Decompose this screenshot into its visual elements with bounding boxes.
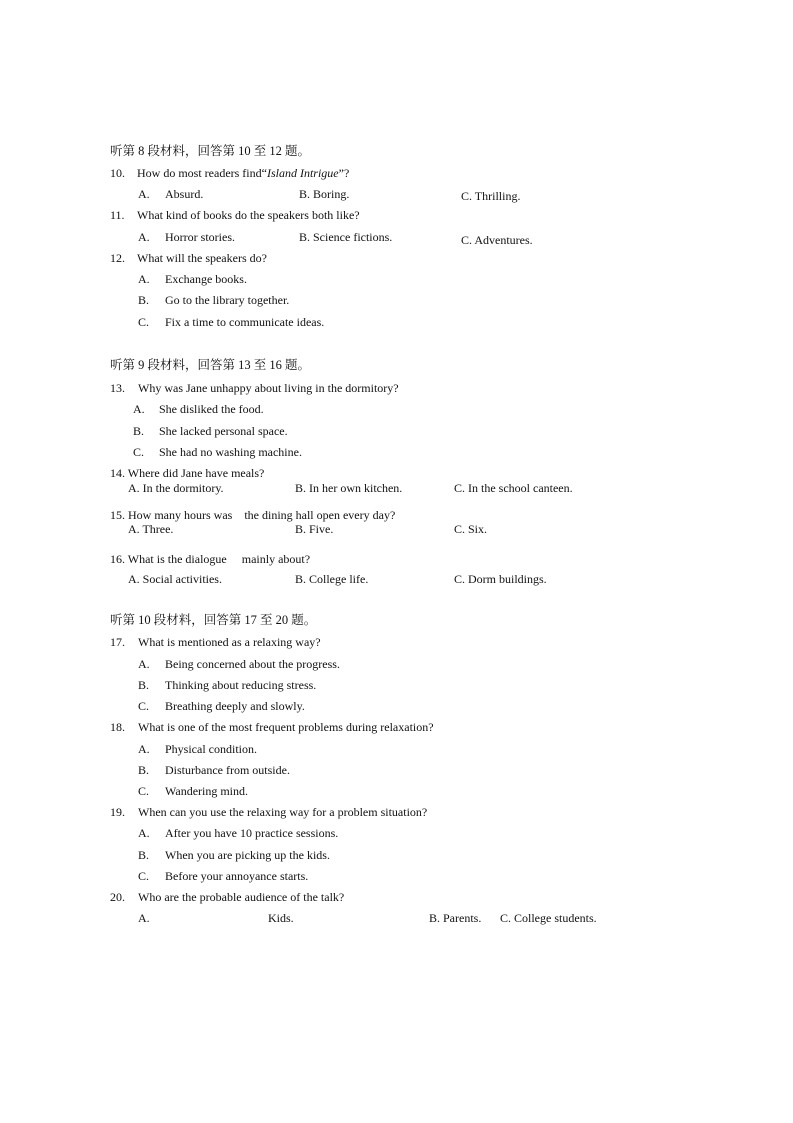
q20-text: Who are the probable audience of the talk? xyxy=(138,890,345,904)
q14-option-b[interactable]: B. In her own kitchen. xyxy=(295,481,403,495)
q16-text: 16. What is the dialogue mainly about? xyxy=(110,552,311,566)
q10-number: 10. xyxy=(110,166,125,180)
q13-option-c-letter[interactable]: C. xyxy=(133,445,145,459)
q17-option-b-text[interactable]: Thinking about reducing stress. xyxy=(165,678,317,692)
section-8-header: 听第 8 段材料，回答第 10 至 12 题。 xyxy=(110,144,311,158)
q11-text: What kind of books do the speakers both like? xyxy=(137,208,360,222)
q12-option-c-text[interactable]: Fix a time to communicate ideas. xyxy=(165,315,325,329)
q14-option-c[interactable]: C. In the school canteen. xyxy=(454,481,573,495)
section-9-header: 听第 9 段材料，回答第 13 至 16 题。 xyxy=(110,358,311,372)
q18-text: What is one of the most frequent problems during relaxation? xyxy=(138,720,434,734)
q10-text xyxy=(137,166,349,180)
q11-option-b[interactable]: B. Science fictions. xyxy=(299,230,393,244)
q12-option-a-text[interactable]: Exchange books. xyxy=(165,272,247,286)
q17-text: What is mentioned as a relaxing way? xyxy=(138,635,321,649)
q19-option-c-letter[interactable]: C. xyxy=(138,869,150,883)
q20-option-c[interactable]: C. College students. xyxy=(500,911,597,925)
q20-option-a-text[interactable]: Kids. xyxy=(268,911,294,925)
q11-option-a-text[interactable]: Horror stories. xyxy=(165,230,235,244)
q19-option-a-letter[interactable]: A. xyxy=(138,826,150,840)
q13-option-a-letter[interactable]: A. xyxy=(133,402,145,416)
q15-option-a[interactable]: A. Three. xyxy=(128,522,174,536)
q19-option-c-text[interactable]: Before your annoyance starts. xyxy=(165,869,309,883)
q17-option-a-letter[interactable]: A. xyxy=(138,657,150,671)
q12-option-c-letter[interactable]: C. xyxy=(138,315,150,329)
q11-option-c[interactable]: C. Adventures. xyxy=(461,233,533,247)
q17-option-a-text[interactable]: Being concerned about the progress. xyxy=(165,657,340,671)
q10-option-a-letter[interactable]: A. xyxy=(138,187,150,201)
q13-text: Why was Jane unhappy about living in the dormitory? xyxy=(138,381,399,395)
q11-option-a-letter[interactable]: A. xyxy=(138,230,150,244)
q15-option-b[interactable]: B. Five. xyxy=(295,522,334,536)
q18-option-b-letter[interactable]: B. xyxy=(138,763,150,777)
q19-option-b-letter[interactable]: B. xyxy=(138,848,150,862)
q10-text-title: Island Intrigue xyxy=(266,166,339,180)
q10-option-b[interactable]: B. Boring. xyxy=(299,187,350,201)
q11-number: 11. xyxy=(110,208,125,222)
q13-option-a-text[interactable]: She disliked the food. xyxy=(159,402,264,416)
q14-option-a[interactable]: A. In the dormitory. xyxy=(128,481,224,495)
q12-option-b-text[interactable]: Go to the library together. xyxy=(165,293,290,307)
q12-number: 12. xyxy=(110,251,125,265)
q17-number: 17. xyxy=(110,635,125,649)
q17-option-b-letter[interactable]: B. xyxy=(138,678,150,692)
q18-option-a-text[interactable]: Physical condition. xyxy=(165,742,257,756)
q15-option-c[interactable]: C. Six. xyxy=(454,522,488,536)
q13-option-b-text[interactable]: She lacked personal space. xyxy=(159,424,288,438)
q14-text: 14. Where did Jane have meals? xyxy=(110,466,265,480)
q18-option-c-letter[interactable]: C. xyxy=(138,784,150,798)
q10-text-pre: How do most readers find“ xyxy=(137,166,267,180)
q15-text: 15. How many hours was the dining hall open every day? xyxy=(110,508,396,522)
q16-option-b[interactable]: B. College life. xyxy=(295,572,369,586)
q13-option-b-letter[interactable]: B. xyxy=(133,424,145,438)
q12-option-a-letter[interactable]: A. xyxy=(138,272,150,286)
q18-option-c-text[interactable]: Wandering mind. xyxy=(165,784,249,798)
q16-option-c[interactable]: C. Dorm buildings. xyxy=(454,572,547,586)
section-10-header: 听第 10 段材料，回答第 17 至 20 题。 xyxy=(110,613,317,627)
q19-text: When can you use the relaxing way for a problem situation? xyxy=(138,805,428,819)
q10-text-post: ”? xyxy=(338,166,350,180)
q19-option-b-text[interactable]: When you are picking up the kids. xyxy=(165,848,330,862)
q17-option-c-text[interactable]: Breathing deeply and slowly. xyxy=(165,699,305,713)
q13-option-c-text[interactable]: She had no washing machine. xyxy=(159,445,302,459)
q19-option-a-text[interactable]: After you have 10 practice sessions. xyxy=(165,826,339,840)
q10-option-c[interactable]: C. Thrilling. xyxy=(461,189,521,203)
q20-option-b[interactable]: B. Parents. xyxy=(429,911,482,925)
q12-option-b-letter[interactable]: B. xyxy=(138,293,150,307)
q18-option-b-text[interactable]: Disturbance from outside. xyxy=(165,763,290,777)
q20-number: 20. xyxy=(110,890,125,904)
q19-number: 19. xyxy=(110,805,125,819)
q18-option-a-letter[interactable]: A. xyxy=(138,742,150,756)
q20-option-a-letter[interactable]: A. xyxy=(138,911,150,925)
q10-option-a-text[interactable]: Absurd. xyxy=(165,187,204,201)
q12-text: What will the speakers do? xyxy=(137,251,267,265)
q18-number: 18. xyxy=(110,720,125,734)
q13-number: 13. xyxy=(110,381,125,395)
q17-option-c-letter[interactable]: C. xyxy=(138,699,150,713)
q16-option-a[interactable]: A. Social activities. xyxy=(128,572,222,586)
